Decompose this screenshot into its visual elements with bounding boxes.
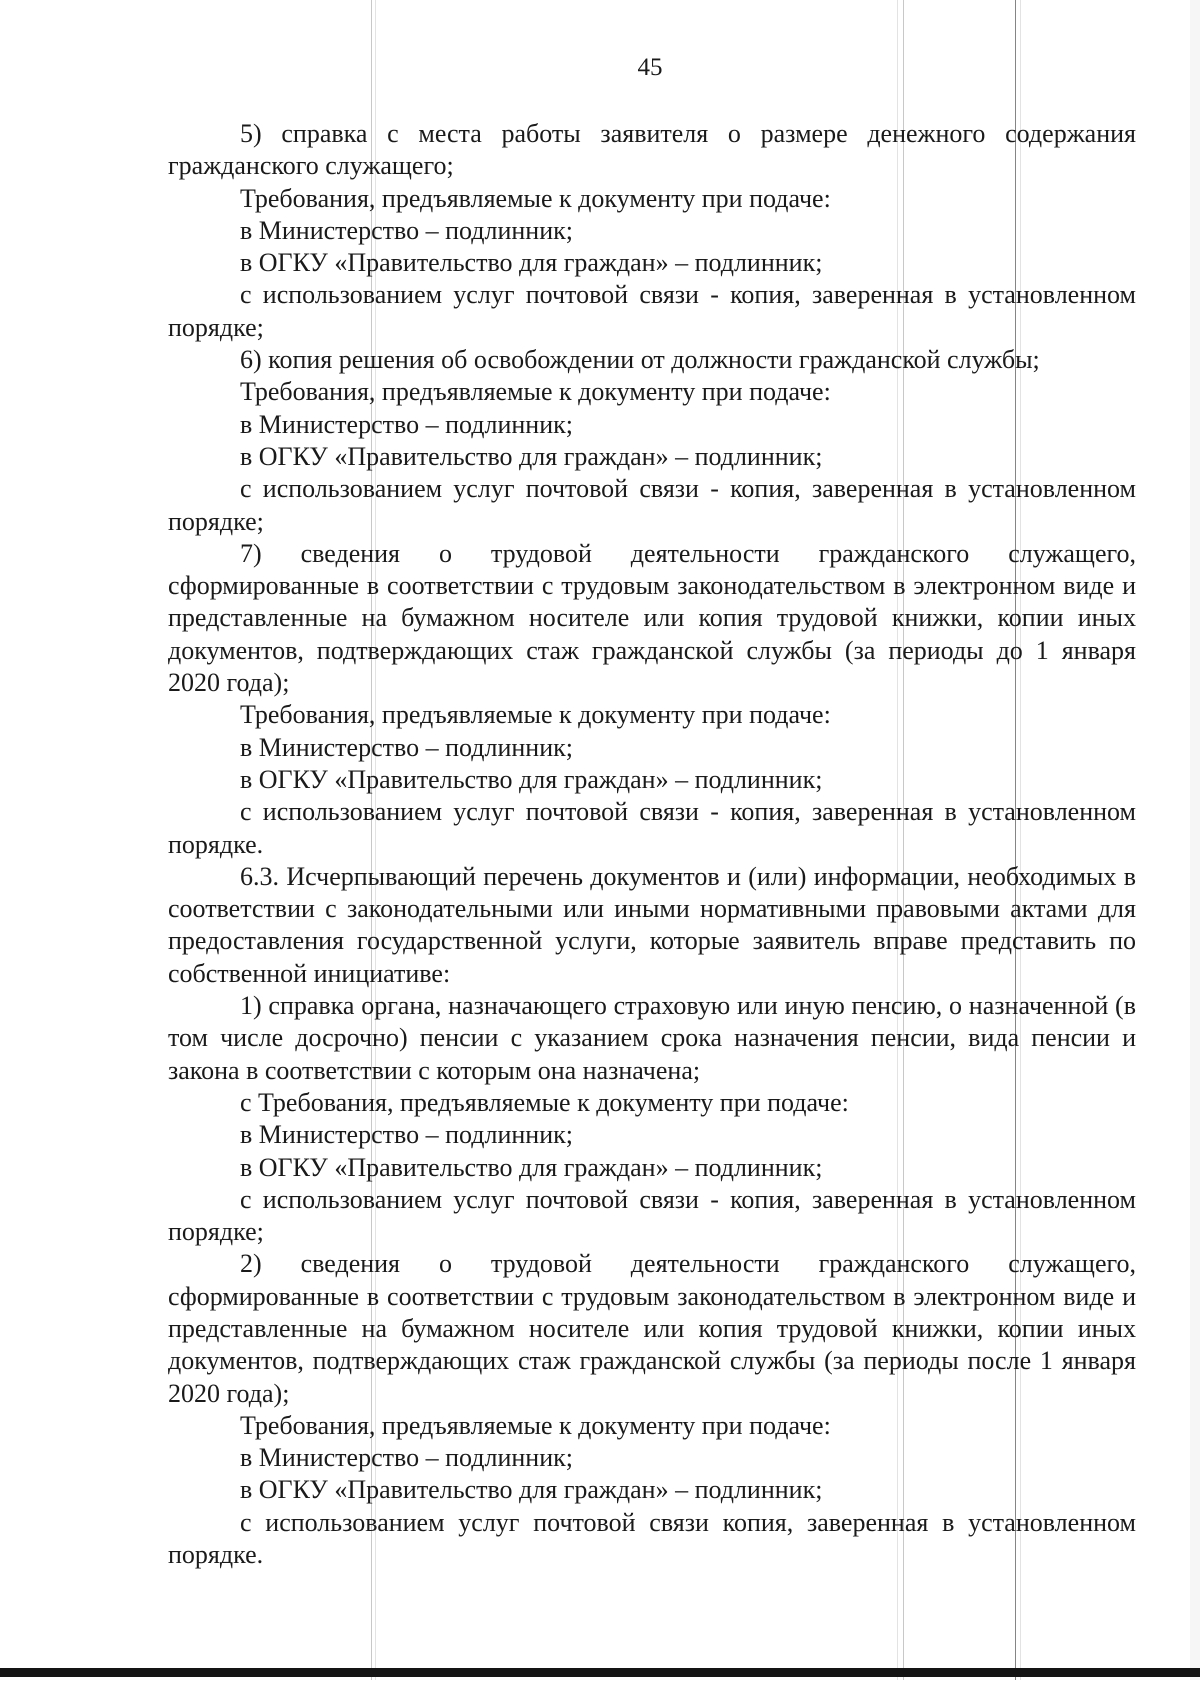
paragraph: 6) копия решения об освобождении от должности гражданской службы;: [240, 345, 1040, 375]
paragraph: в Министерство – подлинник;: [240, 732, 573, 762]
paragraph: с использованием услуг почтовой связи - копия, заверенная в установленном порядке;: [168, 280, 1136, 342]
paragraph: в Министерство – подлинник;: [240, 409, 573, 439]
scan-edge: [1190, 0, 1200, 1680]
paragraph: с использованием услуг почтовой связи - копия, заверенная в установленном порядке.: [168, 797, 1136, 859]
paragraph: в ОГКУ «Правительство для граждан» – подлинник;: [240, 1152, 823, 1182]
paragraph: 6.3. Исчерпывающий перечень документов и (или) информации, необходимых в соответствии с законодательными или иными нормативными правовыми актами для предоставления государственной услуги, которые заявитель вправе представить по собственной инициативе:: [168, 861, 1136, 988]
page-number: 45: [637, 54, 663, 81]
paragraph: с использованием услуг почтовой связи - копия, заверенная в установленном порядке;: [168, 474, 1136, 536]
paragraph: с использованием услуг почтовой связи - копия, заверенная в установленном порядке;: [168, 1184, 1136, 1247]
paragraph: 5) справка с места работы заявителя о размере денежного содержания гражданского служащего;: [168, 119, 1136, 181]
paragraph: в ОГКУ «Правительство для граждан» – подлинник;: [240, 248, 823, 278]
paragraph: Требования, предъявляемые к документу при подаче:: [240, 377, 831, 407]
paragraph: 1) справка органа, назначающего страховую или иную пенсию, о назначенной (в том числе досрочно) пенсии с указанием срока назначения пенсии, вида пенсии и закона в соответствии с которым она назначена;: [168, 991, 1136, 1085]
paragraph: 2) сведения о трудовой деятельности гражданского служащего, сформированные в соответствии с трудовым законодательством в электронном виде и представленные на бумажном носителе или копия трудовой книжки, копии иных документов, подтверждающих стаж гражданской службы (за периоды после 1 января 2020 года);: [168, 1249, 1136, 1408]
paragraph: с использованием услуг почтовой связи копия, заверенная в установленном порядке.: [168, 1507, 1136, 1570]
paragraph: в ОГКУ «Правительство для граждан» – подлинник;: [240, 1475, 823, 1505]
paragraph: в Министерство – подлинник;: [240, 215, 573, 245]
paragraph: в Министерство – подлинник;: [240, 1443, 573, 1473]
scan-bottom-border: [0, 1668, 1200, 1677]
paragraph: Требования, предъявляемые к документу при подаче:: [240, 183, 831, 213]
paragraph: в ОГКУ «Правительство для граждан» – подлинник;: [240, 764, 823, 794]
paragraph: в Министерство – подлинник;: [240, 1120, 573, 1150]
paragraph: Требования, предъявляемые к документу при подаче:: [240, 700, 831, 730]
document-body: [168, 118, 1136, 1571]
paragraph: с Требования, предъявляемые к документу при подаче:: [240, 1087, 849, 1117]
paragraph: Требования, предъявляемые к документу при подаче:: [240, 1410, 831, 1440]
paragraph: в ОГКУ «Правительство для граждан» – подлинник;: [240, 441, 823, 471]
paragraph: 7) сведения о трудовой деятельности гражданского служащего, сформированные в соответствии с трудовым законодательством в электронном виде и представленные на бумажном носителе или копия трудовой книжки, копии иных документов, подтверждающих стаж гражданской службы (за периоды до 1 января 2020 года);: [168, 538, 1136, 698]
